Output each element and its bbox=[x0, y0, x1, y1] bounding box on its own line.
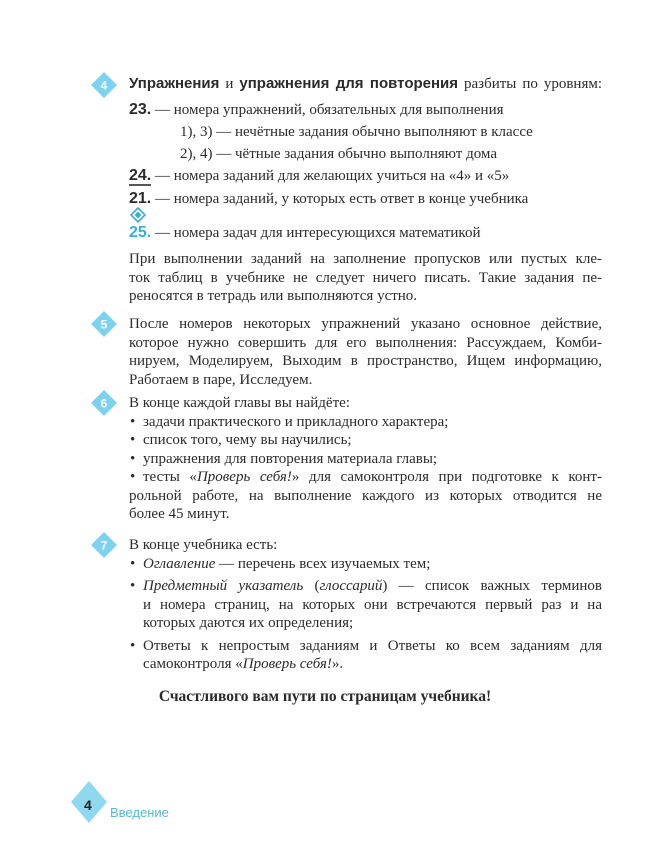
list-item-text: самоконтроля « bbox=[143, 656, 243, 672]
list-item-text: ) — список важных терминов bbox=[382, 578, 603, 594]
level-2-row bbox=[129, 167, 602, 186]
list-item-continuation: более 45 минут. bbox=[129, 506, 230, 522]
level-4-row bbox=[129, 224, 602, 243]
list-item-text: задачи практического и прикладного характера; bbox=[143, 413, 449, 430]
list-intro: В конце каждой главы вы найдёте: bbox=[129, 395, 350, 411]
odd-tasks-note: 1), 3) — нечётные задания обычно выполняют в классе bbox=[180, 124, 533, 140]
svg-text:6: 6 bbox=[100, 396, 108, 411]
bullet-icon: • bbox=[130, 432, 136, 448]
para-line: нируем, Моделируем, Выходим в пространство, Ищем информацию, bbox=[129, 353, 602, 369]
section-5-paragraph bbox=[129, 315, 602, 389]
bullet-icon: • bbox=[130, 578, 136, 594]
level-3-number: 21. bbox=[129, 190, 152, 207]
list-item-text: » для самоконтроля при подготовке к конт- bbox=[291, 469, 602, 485]
level-3-row bbox=[129, 190, 602, 209]
bullet-icon: • bbox=[130, 450, 136, 467]
list-item bbox=[129, 555, 602, 574]
list-item bbox=[129, 413, 602, 432]
list-item-text: — перечень всех изучаемых тем; bbox=[215, 555, 431, 572]
section-4-intro bbox=[129, 75, 609, 94]
list-intro: В конце учебника есть: bbox=[129, 537, 278, 553]
intro-rest: разбиты по уровням: bbox=[458, 76, 603, 92]
para-line: ток таблиц в учебнике не следует ничего писать. Такие задания пе- bbox=[129, 269, 602, 286]
level-1-sub-odd bbox=[180, 123, 650, 142]
para-line: которое нужно совершить для его выполнения: Рассуждаем, Комби- bbox=[129, 334, 602, 351]
diamond-icon bbox=[91, 72, 117, 98]
svg-text:5: 5 bbox=[100, 317, 108, 332]
bullet-icon: • bbox=[130, 637, 136, 654]
section-5-marker bbox=[91, 311, 117, 337]
list-item-continuation: и номера страниц, на которых они встречаются первый раз и на bbox=[143, 596, 602, 613]
svg-text:4: 4 bbox=[100, 78, 108, 93]
list-item-text: Ответы к непростым заданиям и Ответы ко всем заданиям для bbox=[143, 637, 602, 654]
list-item-text: упражнения для повторения материала главы; bbox=[143, 450, 438, 467]
self-check-title: Проверь себя! bbox=[242, 656, 332, 672]
level-3-text: — номера заданий, у которых есть ответ в конце учебника bbox=[151, 191, 529, 207]
index-term: Предметный указатель bbox=[143, 578, 304, 594]
para-line: Работаем в паре, Исследуем. bbox=[129, 371, 313, 388]
section-6-marker bbox=[91, 390, 117, 416]
list-item bbox=[129, 637, 602, 656]
level-2-text: — номера заданий для желающих учиться на «4» и «5» bbox=[151, 168, 510, 184]
list-item-continuation bbox=[129, 655, 602, 674]
even-tasks-note: 2), 4) — чётные задания обычно выполняют дома bbox=[180, 146, 497, 162]
level-1-sub-even bbox=[180, 145, 650, 164]
list-item-text: ». bbox=[331, 656, 344, 672]
list-item-continuation: рольной работе, на выполнение каждого из которых отводится не bbox=[129, 487, 602, 504]
bullet-icon: • bbox=[130, 555, 136, 572]
list-item bbox=[129, 450, 602, 469]
bullet-icon: • bbox=[130, 469, 136, 485]
list-item bbox=[129, 468, 602, 487]
list-item-text: ( bbox=[303, 578, 320, 594]
level-1-text: — номера упражнений, обязательных для выполнения bbox=[151, 102, 504, 118]
closing-wish: Счастливого вам пути по страницам учебника! bbox=[158, 688, 492, 705]
section-name: Введение bbox=[110, 805, 169, 820]
glossary-term: глоссарий bbox=[319, 578, 383, 594]
section-4-paragraph bbox=[129, 250, 602, 306]
intro-conj: и bbox=[219, 76, 240, 92]
diamond-icon bbox=[91, 311, 117, 337]
bullet-icon: • bbox=[130, 413, 136, 430]
para-line: При выполнении заданий на заполнение пропусков или пустых кле- bbox=[129, 251, 602, 267]
section-7-marker bbox=[91, 532, 117, 558]
list-item-text: список того, чему вы научились; bbox=[143, 432, 352, 448]
diamond-icon bbox=[91, 532, 117, 558]
list-item-continuation: которых даются их определения; bbox=[143, 615, 354, 631]
review-exercises-term: упражнения для повторения bbox=[239, 75, 459, 92]
level-2-number: 24. bbox=[129, 167, 152, 184]
list-item bbox=[129, 577, 602, 596]
toc-term: Оглавление bbox=[143, 555, 216, 572]
self-check-title: Проверь себя! bbox=[196, 469, 292, 485]
level-4-text: — номера задач для интересующихся математикой bbox=[151, 225, 481, 241]
section-4-marker bbox=[91, 72, 117, 98]
section-7-list bbox=[129, 536, 602, 674]
level-1-row bbox=[129, 101, 602, 120]
para-line: реносятся в тетрадь или выполняются устно. bbox=[129, 288, 418, 304]
section-6-list bbox=[129, 394, 602, 524]
list-item bbox=[129, 431, 602, 450]
page-number: 4 bbox=[84, 797, 92, 813]
level-1-number: 23. bbox=[129, 101, 152, 118]
exercises-term: Упражнения bbox=[129, 75, 220, 92]
para-line: После номеров некоторых упражнений указано основное действие, bbox=[129, 316, 602, 332]
list-item-text: тесты « bbox=[143, 469, 197, 485]
level-4-number: 25. bbox=[129, 224, 152, 241]
diamond-icon bbox=[91, 390, 117, 416]
svg-text:7: 7 bbox=[100, 538, 108, 553]
